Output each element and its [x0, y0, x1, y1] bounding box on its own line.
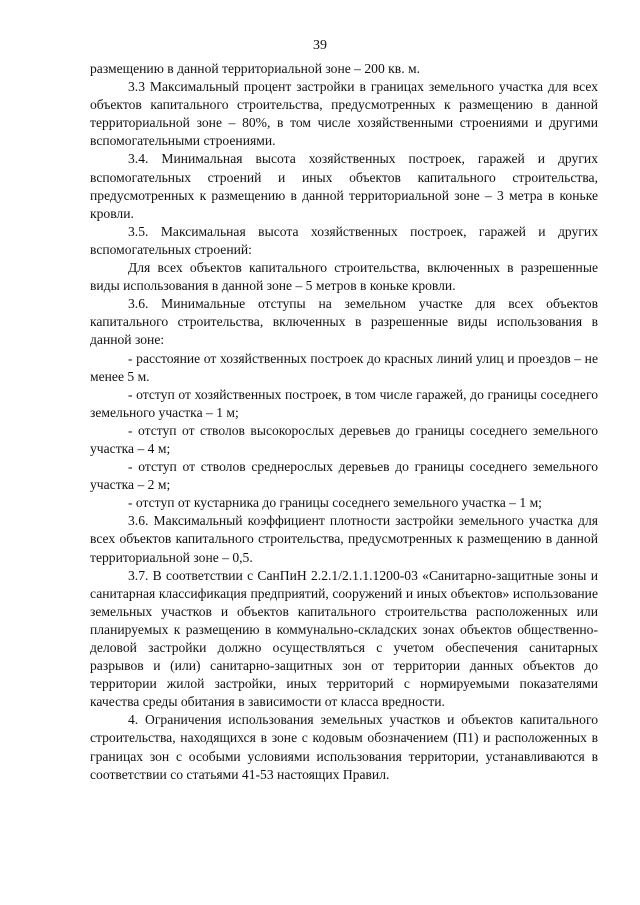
paragraph-density-coefficient: 3.6. Максимальный коэффициент плотности застройки земельного участка для всех объектов капитального строительства, предусмотренных к размещению в данной территориальной зоне – 0,5. [90, 513, 598, 565]
paragraph-min-height: 3.4. Минимальная высота хозяйственных построек, гаражей и других вспомогательных строений и иных объектов капитального строительства, предусмотренных к размещению в данной территориальной зоне – 3 метра в коньке кровли. [90, 151, 598, 221]
paragraph-restrictions: 4. Ограничения использования земельных участков и объектов капитального строительства, находящихся в зоне с кодовым обозначением (П1) и расположенных в границах зон с особыми условиями использования территории, устанавливаются в соответствии со статьями 41-53 настоящих Правил. [90, 712, 598, 782]
paragraph-min-setbacks: 3.6. Минимальные отступы на земельном участке для всех объектов капитального строительства, включенных в разрешенные виды использования в данной зоне: [90, 296, 598, 348]
list-item: - отступ от стволов высокорослых деревьев до границы соседнего земельного участка – 4 м; [90, 422, 598, 456]
list-item: - расстояние от хозяйственных построек до красных линий улиц и проездов – не менее 5 м. [90, 350, 598, 384]
document-body [90, 60, 598, 784]
page-number: 39 [313, 38, 327, 53]
paragraph: размещению в данной территориальной зоне – 200 кв. м. [90, 61, 420, 76]
paragraph-max-height: 3.5. Максимальная высота хозяйственных построек, гаражей и других вспомогательных строений: [90, 223, 598, 257]
list-item: - отступ от кустарника до границы соседнего земельного участка – 1 м; [128, 495, 542, 511]
list-item: - отступ от хозяйственных построек, в том числе гаражей, до границы соседнего земельного участка – 1 м; [90, 386, 598, 420]
list-item: - отступ от стволов среднерослых деревьев до границы соседнего земельного участка – 2 м; [90, 459, 598, 493]
paragraph-max-building-percent: 3.3 Максимальный процент застройки в границах земельного участка для всех объектов капитального строительства, предусмотренных к размещению в данной территориальной зоне – 80%, в том числе хозяйственными строениями и другими вспомогательными строениями. [90, 79, 598, 149]
paragraph: Для всех объектов капитального строительства, включенных в разрешенные виды использования в данной зоне – 5 метров в коньке кровли. [90, 260, 598, 294]
paragraph-sanpin: 3.7. В соответствии с СанПиН 2.2.1/2.1.1.1200-03 «Санитарно-защитные зоны и санитарная классификация предприятий, сооружений и иных объектов» использование земельных участков и объектов капитального строительства расположенных или планируемых к размещению в коммунально-складских зонах объектов общественно-деловой застройки должно осуществляться с учетом обеспечения санитарных разрывов и (или) санитарно-защитных зон от территории данных объектов до территории жилой застройки, иных территорий с нормируемыми показателями качества среды обитания в зависимости от класса вредности. [90, 567, 598, 710]
